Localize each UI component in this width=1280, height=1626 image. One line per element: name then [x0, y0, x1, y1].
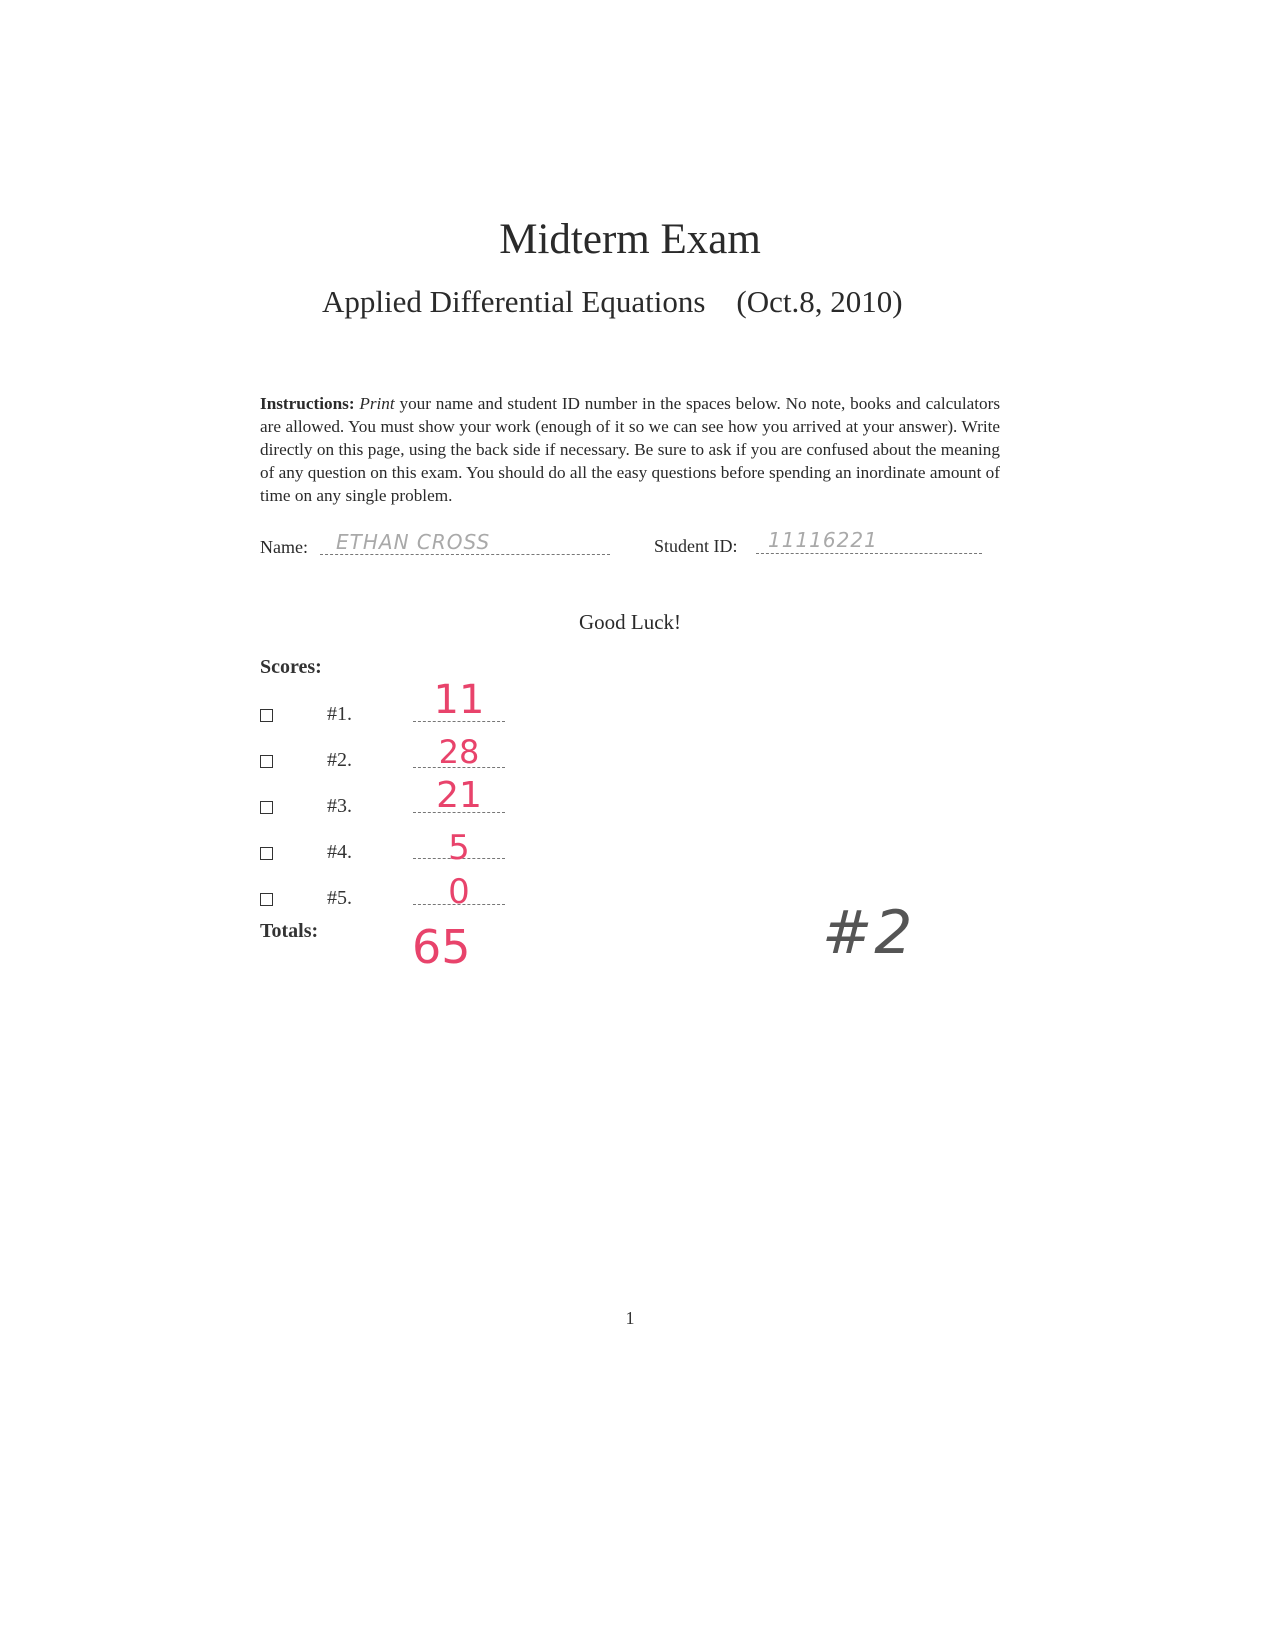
instructions-emphasis: Print: [359, 394, 395, 413]
scores-heading: Scores:: [260, 656, 322, 678]
checkbox-5[interactable]: [260, 893, 273, 906]
score-value-5: 0: [448, 872, 470, 912]
question-label-3: #3.: [327, 795, 352, 817]
sheet-mark: #2: [822, 898, 915, 968]
checkbox-2[interactable]: [260, 755, 273, 768]
total-score: 65: [412, 920, 471, 974]
name-line[interactable]: [320, 554, 610, 555]
page-number: 1: [625, 1308, 635, 1328]
question-label-5: #5.: [327, 887, 352, 909]
score-value-1: 11: [433, 677, 485, 723]
score-value-4: 5: [448, 828, 470, 868]
score-value-3: 21: [436, 775, 482, 816]
good-luck-text: Good Luck!: [578, 610, 682, 634]
instructions-paragraph: [260, 392, 1000, 507]
student-id-label: Student ID:: [654, 536, 738, 556]
checkbox-3[interactable]: [260, 801, 273, 814]
exam-subtitle: Applied Differential Equations (Oct.8, 2010): [322, 284, 903, 319]
totals-label: Totals:: [260, 920, 319, 942]
checkbox-4[interactable]: [260, 847, 273, 860]
exam-title: Midterm Exam: [499, 216, 761, 263]
name-label: Name:: [260, 537, 308, 557]
instructions-label: Instructions:: [260, 394, 355, 413]
checkbox-1[interactable]: [260, 709, 273, 722]
student-id-handwritten: 11116221: [768, 528, 878, 552]
question-label-2: #2.: [327, 749, 352, 771]
question-label-1: #1.: [327, 703, 352, 725]
question-label-4: #4.: [327, 841, 352, 863]
student-id-line[interactable]: [756, 553, 982, 554]
name-handwritten: ETHAN CROSS: [336, 530, 491, 554]
instructions-text: your name and student ID number in the spaces below. No note, books and calculators are allowed. You must show your work (enough of it so we can see how you arrived at your answer). Write directly on this page, using the back side if necessary. Be sure to ask if you are confused about the meaning of any question on this exam. You should do all the easy questions before spending an inordinate amount of time on any single problem.: [260, 394, 1001, 505]
score-value-2: 28: [438, 733, 480, 771]
